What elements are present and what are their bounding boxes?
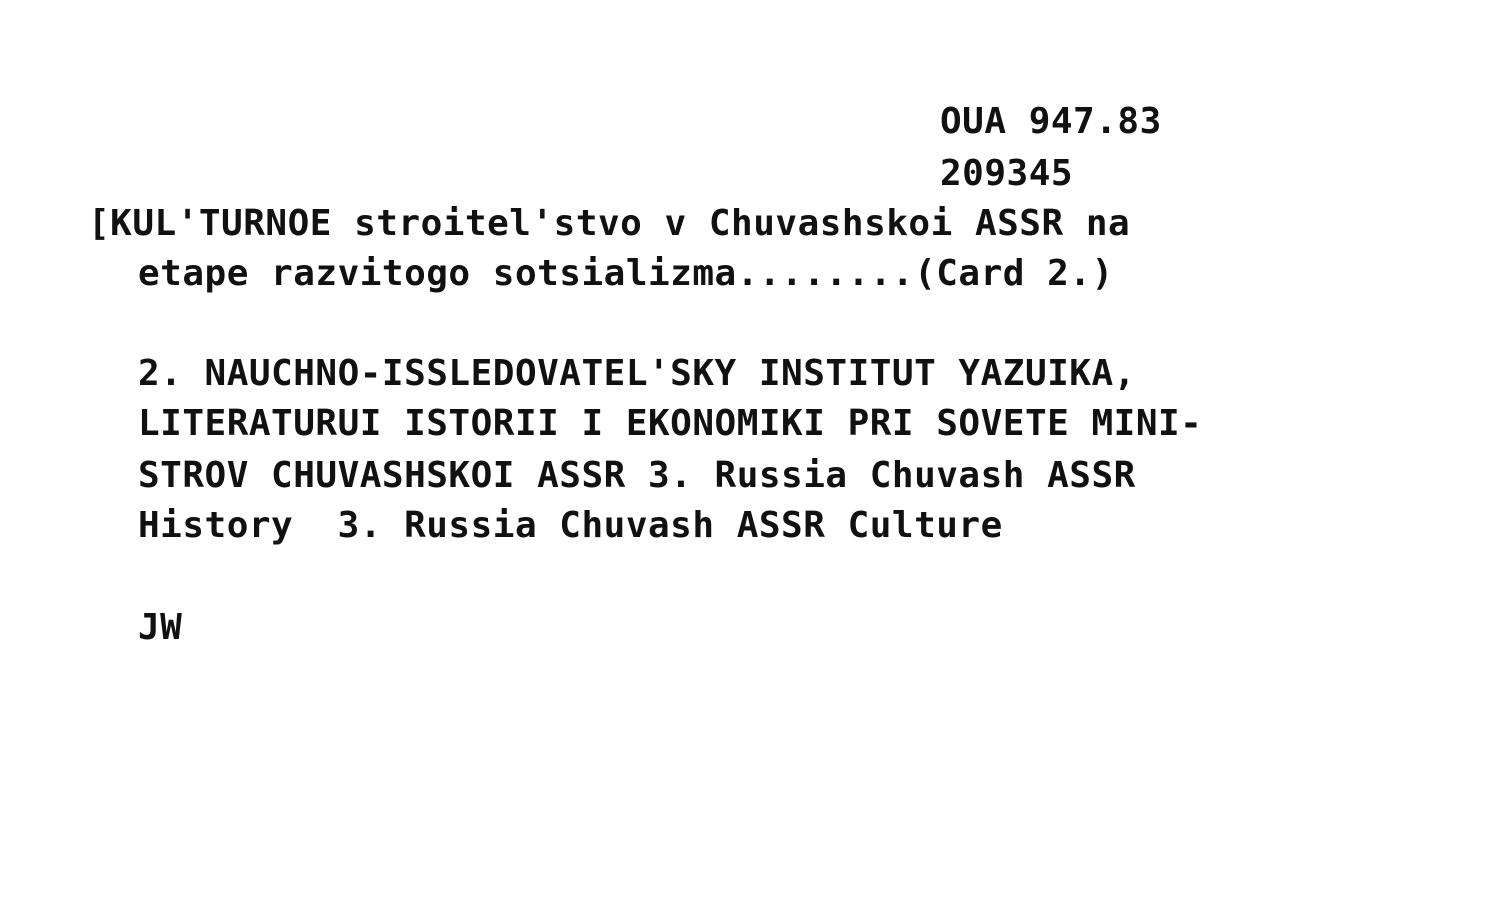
- tracing-line-4: History 3. Russia Chuvash ASSR Culture: [138, 505, 1003, 546]
- call-number-classification: OUA 947.83: [940, 101, 1162, 142]
- tracing-line-3: STROV CHUVASHSKOI ASSR 3. Russia Chuvash ASSR: [138, 455, 1136, 496]
- tracing-line-2: LITERATURUI ISTORII I EKONOMIKI PRI SOVETE MINI-: [138, 403, 1203, 444]
- call-number-accession: 209345: [940, 153, 1074, 194]
- cataloger-initials: JW: [138, 607, 183, 648]
- title-line-1: [KUL'TURNOE stroitel'stvo v Chuvashskoi ASSR na: [88, 203, 1131, 244]
- title-line-2: etape razvitogo sotsializma........(Card 2.): [138, 253, 1114, 294]
- tracing-line-1: 2. NAUCHNO-ISSLEDOVATEL'SKY INSTITUT YAZUIKA,: [138, 353, 1136, 394]
